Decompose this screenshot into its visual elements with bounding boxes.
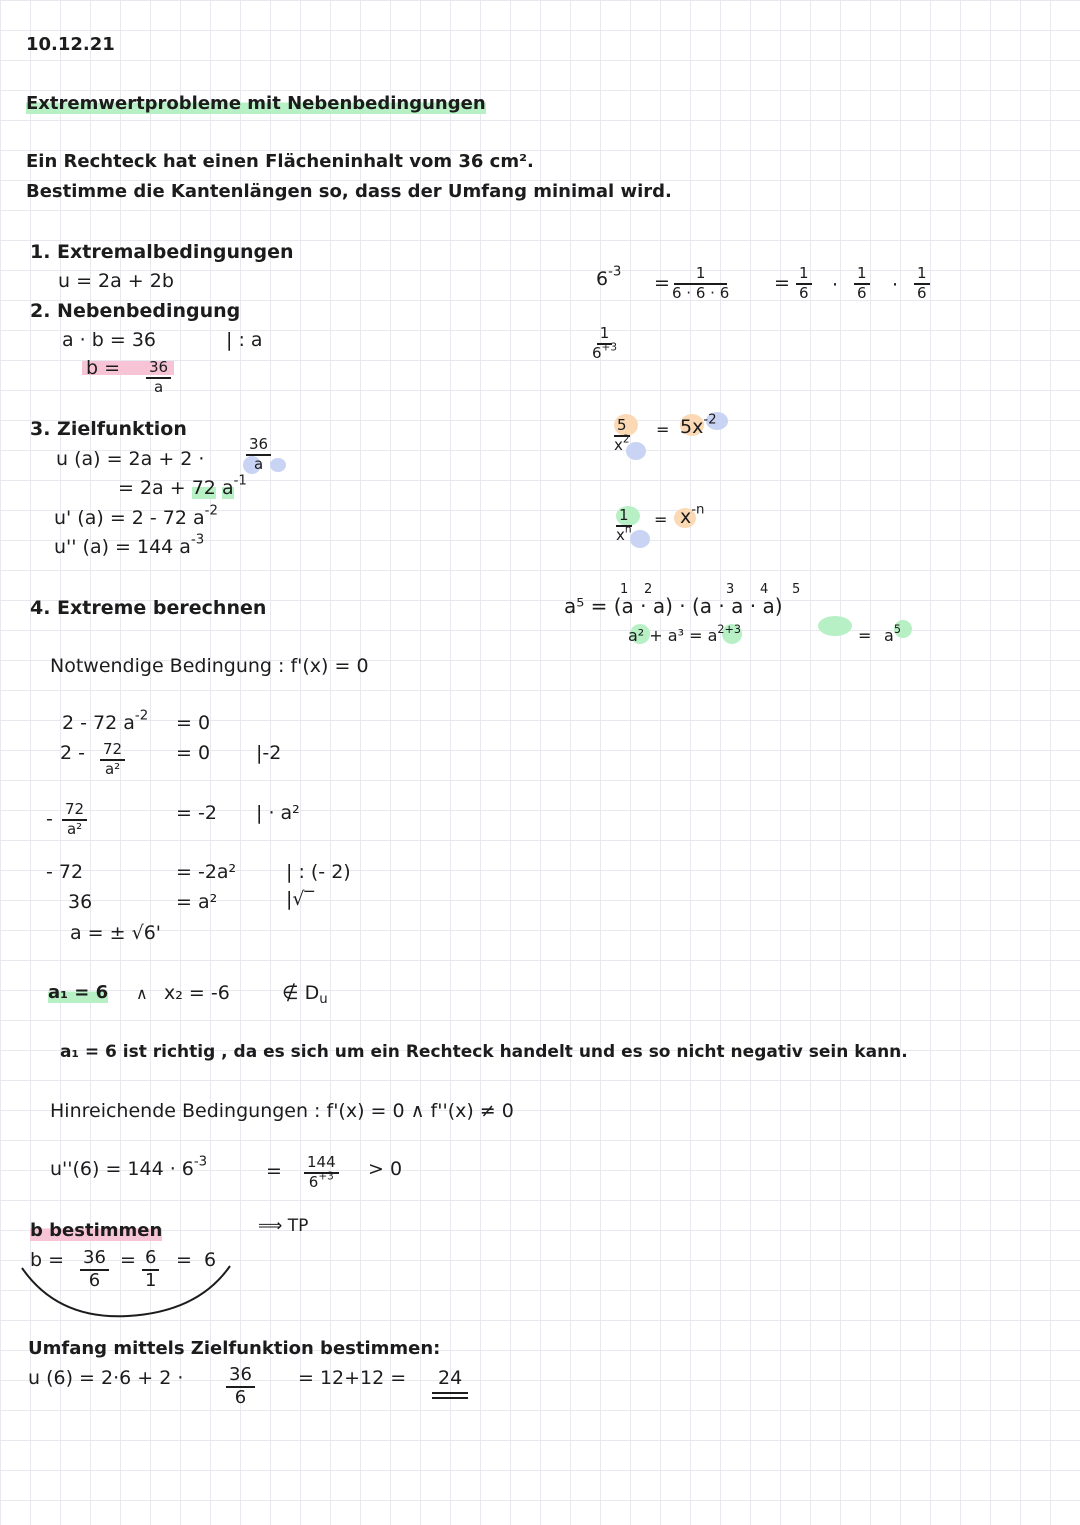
side-fraction	[854, 266, 870, 302]
b-section-heading: b bestimmen	[30, 1220, 163, 1241]
general-rule-equals: =	[654, 510, 668, 529]
task-line-1: Ein Rechteck hat einen Flächeninhalt vom 36 cm².	[26, 151, 534, 172]
calc-row-5-lhs: 36	[68, 891, 93, 913]
section-3-heading: 3. Zielfunktion	[30, 418, 187, 440]
side-times: ·	[892, 274, 899, 296]
calc-row-6: a = ± √6'	[70, 922, 162, 944]
result-underline	[432, 1397, 468, 1399]
check-equals: =	[266, 1160, 282, 1182]
calc-row-3-rhs: = -2	[176, 802, 217, 824]
power-rule-fraction	[614, 418, 630, 454]
side-equals: =	[654, 272, 670, 294]
first-derivative: u' (a) = 2 - 72 $a^{-2}$	[54, 503, 218, 529]
fraction-denominator: $x^2$	[614, 433, 630, 454]
calc-row-4-lhs: - 72	[46, 861, 84, 883]
b-calc-result: 6	[204, 1249, 217, 1271]
fraction-denominator: a	[253, 454, 264, 473]
necessary-condition: Notwendige Bedingung : f'(x) = 0	[50, 655, 369, 677]
calc-row-5-operation: |√‾	[286, 888, 315, 910]
target-function-line-2: = 2a + 72 $a^{-1}$	[118, 473, 247, 499]
calc-row-2-lhs: 2 -	[60, 742, 85, 764]
fraction-numerator: 5	[614, 418, 630, 437]
fraction-denominator: a²	[104, 759, 121, 778]
fraction-denominator: 6	[234, 1386, 247, 1408]
turning-point: ⟹ TP	[258, 1216, 309, 1236]
title-text: Extremwertprobleme mit Nebenbedingungen	[26, 93, 486, 114]
perimeter-calc-lhs: u (6) = 2·6 + 2 ·	[28, 1367, 184, 1389]
perimeter-calc-rest: = 12+12 =	[298, 1367, 407, 1389]
general-rule-fraction	[616, 508, 632, 544]
fraction-denominator: 6	[88, 1269, 101, 1291]
result-underline	[432, 1392, 468, 1394]
solution-and: ∧	[136, 984, 148, 1003]
exponent-mark: 4	[760, 582, 769, 597]
fraction-denominator: a²	[66, 819, 83, 838]
fraction-denominator: 6	[917, 283, 927, 302]
target-function-line-1: u (a) = 2a + 2 ·	[56, 448, 205, 470]
solution-not-in-domain: ∉ $D_u$	[282, 982, 328, 1007]
b-expression-fraction	[146, 360, 171, 396]
side-fraction-product	[672, 266, 729, 302]
side-fraction	[796, 266, 812, 302]
side-times: ·	[832, 274, 839, 296]
calc-row-4-operation: | : (- 2)	[286, 861, 351, 883]
exponent-example-line-1: a⁵ = (a · a) · (a · a · a)	[564, 594, 783, 618]
date: 10.12.21	[26, 34, 115, 55]
calc-row-1-lhs: 2 - 72 $a^{-2}$	[62, 708, 149, 734]
fraction-numerator: 36	[226, 1366, 255, 1388]
arc-decoration	[18, 1262, 234, 1322]
exponent-example-line-2: $a^2 + a^3 = a^{2+3}$	[628, 623, 742, 645]
fraction-numerator: 36	[246, 437, 271, 456]
check-fraction	[304, 1155, 339, 1191]
b-calc-lhs: b =	[30, 1249, 65, 1271]
exponent-mark: 3	[726, 582, 735, 597]
fraction-denominator: 6	[799, 283, 809, 302]
exponent-mark: 2	[644, 582, 653, 597]
side-fraction	[914, 266, 930, 302]
solution-note: a₁ = 6 ist richtig , da es sich um ein Rechteck handelt und es so nicht negativ sein kann.	[60, 1042, 908, 1062]
fraction-numerator: 72	[100, 742, 125, 761]
section-1-equation: u = 2a + 2b	[58, 270, 174, 292]
fraction-numerator: 144	[304, 1155, 339, 1174]
reciprocal-fraction	[592, 326, 617, 362]
fraction-numerator: 36	[146, 360, 171, 379]
blue-marker	[270, 458, 286, 472]
check-relation: > 0	[368, 1158, 403, 1180]
section-4-heading: 4. Extreme berechnen	[30, 597, 267, 619]
calc-row-4-rhs: = -2a²	[176, 861, 237, 883]
side-equals: =	[774, 272, 790, 294]
constraint-operation: | : a	[226, 329, 263, 351]
power-rule-equals: =	[656, 420, 670, 439]
second-derivative: u'' (a) = 144 $a^{-3}$	[54, 532, 205, 558]
fraction-numerator: 36	[80, 1249, 109, 1271]
perimeter-result: 24	[438, 1367, 463, 1389]
solution-x2: x₂ = -6	[164, 982, 230, 1004]
power-expression: $6^{-3}$	[596, 264, 622, 290]
fraction-denominator: $6^{+3}$	[592, 341, 618, 362]
fraction-denominator: $6^{+3}$	[308, 1170, 334, 1191]
constraint-equation: a · b = 36	[62, 329, 156, 351]
power-rule-rhs: $5x^{-2}$	[680, 412, 717, 438]
target-function-fraction	[246, 437, 271, 473]
fraction-denominator: 1	[145, 1269, 157, 1291]
fraction-numerator: 1	[796, 266, 812, 285]
fraction-denominator: 6	[857, 283, 867, 302]
fraction-denominator: a	[153, 377, 164, 396]
task-line-2: Bestimme die Kantenlängen so, dass der Umfang minimal wird.	[26, 181, 672, 202]
fraction-numerator: 1	[674, 266, 728, 285]
fraction-numerator: 1	[854, 266, 870, 285]
b-calc-equals: =	[176, 1249, 192, 1271]
second-derivative-check: $u''(6) = 144 \cdot 6^{-3}$	[50, 1154, 208, 1180]
perimeter-heading: Umfang mittels Zielfunktion bestimmen:	[28, 1338, 441, 1359]
calc-row-2-fraction	[100, 742, 125, 778]
exponent-mark: 1	[620, 582, 629, 597]
calc-row-1-rhs: = 0	[176, 712, 211, 734]
fraction-denominator: 6 · 6 · 6	[672, 283, 730, 302]
green-marker	[818, 616, 852, 636]
calc-row-3-sign: -	[46, 808, 53, 830]
calc-row-2-operation: |-2	[256, 742, 282, 764]
page-title	[26, 95, 486, 113]
calc-row-3-operation: | · a²	[256, 802, 300, 824]
calc-row-2-rhs: = 0	[176, 742, 211, 764]
solution-a1: a₁ = 6	[48, 982, 109, 1003]
exponent-mark: 5	[792, 582, 801, 597]
exponent-example-equals: =	[858, 626, 872, 645]
fraction-numerator: 72	[62, 802, 87, 821]
section-1-heading: 1. Extremalbedingungen	[30, 241, 294, 263]
blue-marker	[630, 530, 650, 548]
exponent-example-result: $a^5$	[884, 623, 901, 645]
calc-row-5-rhs: = a²	[176, 891, 218, 913]
fraction-numerator: 1	[616, 508, 632, 527]
fraction-denominator: $x^n$	[616, 523, 632, 544]
general-rule-rhs: $x^{-n}$	[680, 502, 705, 528]
fraction-numerator: 1	[914, 266, 930, 285]
b-expression-lhs: b =	[86, 357, 121, 379]
sufficient-condition: Hinreichende Bedingungen : f'(x) = 0 ∧ f''(x) ≠ 0	[50, 1100, 514, 1122]
b-calc-equals: =	[120, 1249, 136, 1271]
section-2-heading: 2. Nebenbedingung	[30, 300, 241, 322]
calc-row-3-fraction	[62, 802, 87, 838]
perimeter-fraction	[226, 1366, 255, 1408]
fraction-numerator: 1	[597, 326, 613, 345]
fraction-numerator: 6	[142, 1249, 159, 1271]
